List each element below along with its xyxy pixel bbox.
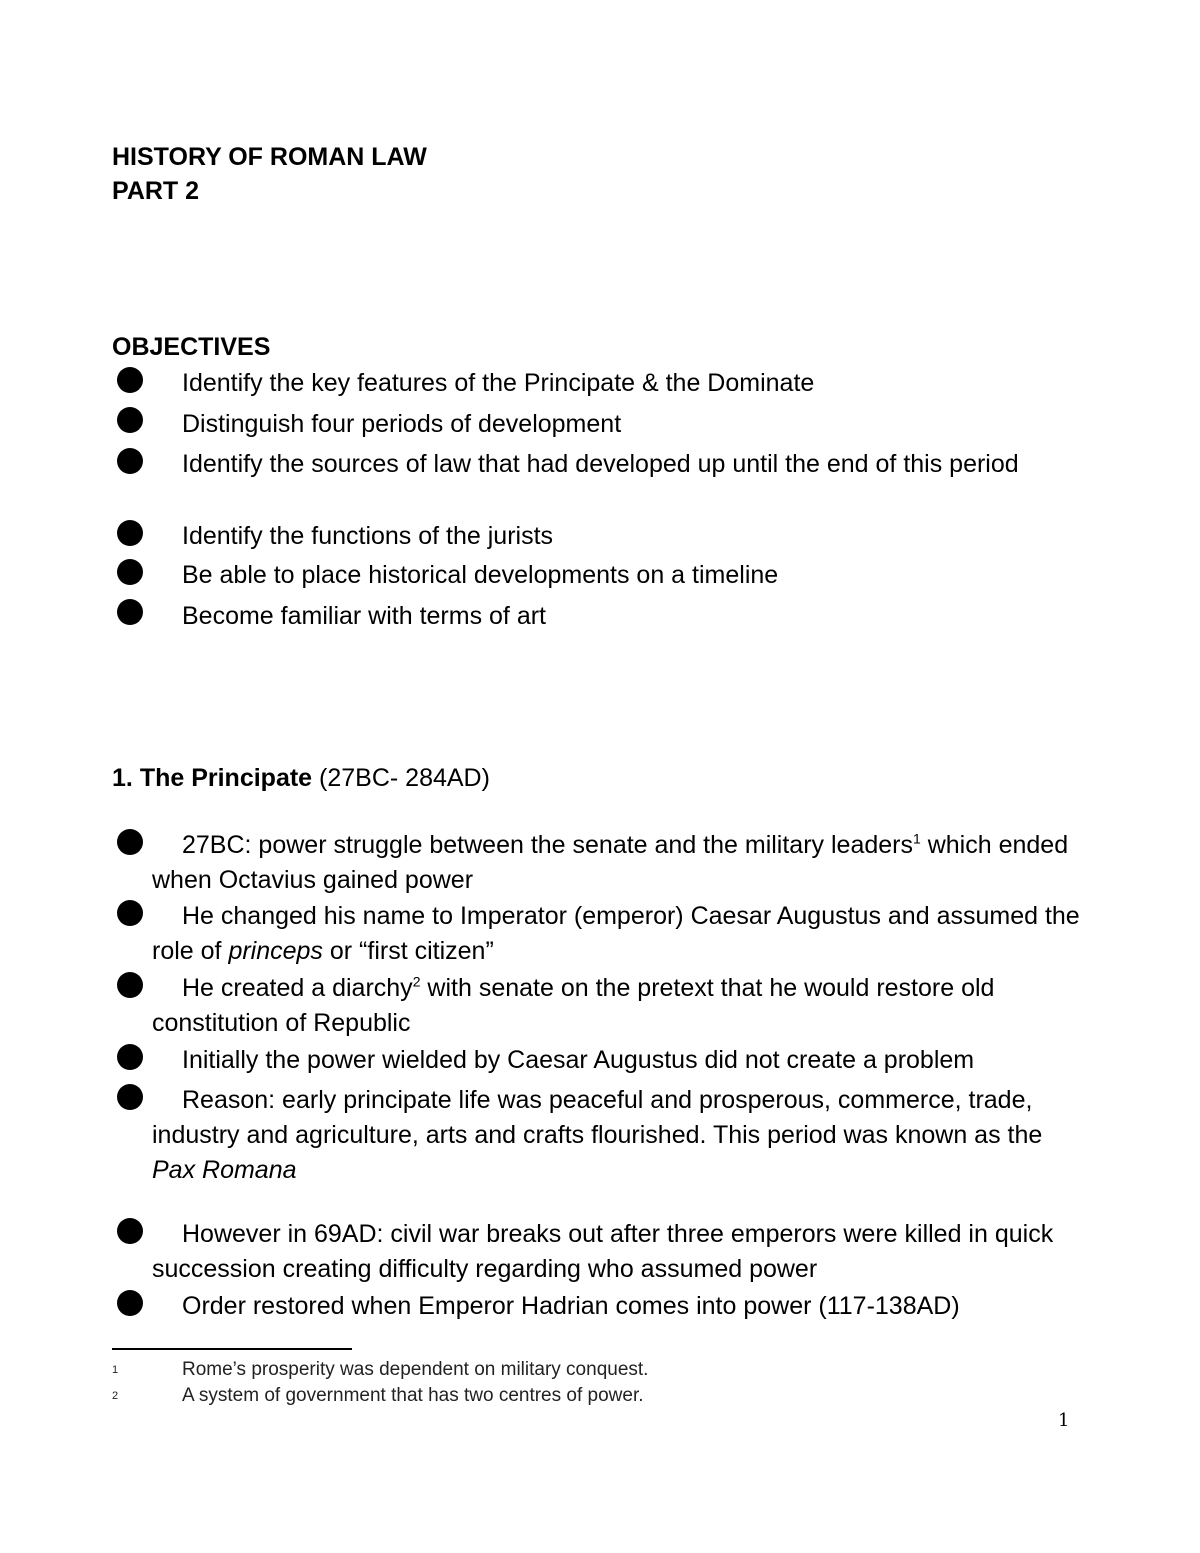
principate-item: He created a diarchy$^2$ with senate on the pretext that he would restore old constitution of Republic bbox=[152, 973, 995, 1037]
footnote-number: 2 bbox=[112, 1390, 119, 1402]
bullet-icon bbox=[117, 972, 143, 998]
principate-item: Initially the power wielded by Caesar Augustus did not create a problem bbox=[182, 1046, 975, 1074]
bullet-icon bbox=[117, 559, 143, 585]
section-heading bbox=[112, 763, 490, 793]
bullet-icon bbox=[117, 829, 143, 855]
document-subtitle: PART 2 bbox=[112, 177, 200, 205]
objective-item: Identify the functions of the jurists bbox=[182, 522, 554, 550]
principate-item: Reason: early principate life was peaceful and prosperous, commerce, trade, industry and agriculture, arts and crafts flourished. This period was known as the Pax Romana bbox=[152, 1086, 1043, 1184]
objective-item: Distinguish four periods of development bbox=[182, 410, 622, 438]
section-title: The Principate bbox=[139, 764, 313, 792]
principate-item: 27BC: power struggle between the senate and the military leaders$^1$ which ended when Octavius gained power bbox=[152, 830, 1069, 894]
bullet-icon bbox=[117, 1084, 143, 1110]
objectives-heading: OBJECTIVES bbox=[112, 333, 271, 361]
bullet-icon bbox=[117, 1044, 143, 1070]
section-dates: (27BC- 284AD) bbox=[319, 764, 490, 792]
bullet-icon bbox=[117, 599, 143, 625]
footnote-text: A system of government that has two centres of power. bbox=[182, 1385, 644, 1406]
footnote-separator bbox=[112, 1348, 352, 1350]
bullet-icon bbox=[117, 448, 143, 474]
section-number: 1. bbox=[112, 764, 133, 792]
objective-item: Be able to place historical developments on a timeline bbox=[182, 561, 779, 589]
footnote-ref: 1 bbox=[912, 830, 921, 847]
principate-item: He changed his name to Imperator (emperor) Caesar Augustus and assumed the role of princeps or “first citizen” bbox=[152, 902, 1080, 965]
bullet-icon bbox=[117, 900, 143, 926]
bullet-icon bbox=[117, 407, 143, 433]
footnote-text: Rome’s prosperity was dependent on military conquest. bbox=[182, 1359, 649, 1380]
principate-item: However in 69AD: civil war breaks out after three emperors were killed in quick succession creating difficulty regarding who assumed power bbox=[152, 1220, 1054, 1283]
bullet-icon bbox=[117, 1290, 143, 1316]
page-number: 1 bbox=[1058, 1410, 1070, 1431]
document-title: HISTORY OF ROMAN LAW bbox=[112, 143, 427, 171]
footnote-number: 1 bbox=[112, 1364, 119, 1376]
objective-item: Become familiar with terms of art bbox=[182, 602, 546, 630]
objective-item: Identify the key features of the Principate & the Dominate bbox=[182, 369, 815, 397]
footnote-ref: 2 bbox=[412, 973, 421, 990]
objective-item: Identify the sources of law that had developed up until the end of this period bbox=[182, 450, 1019, 478]
bullet-icon bbox=[117, 367, 143, 393]
bullet-icon bbox=[117, 1218, 143, 1244]
bullet-icon bbox=[117, 520, 143, 546]
principate-item: Order restored when Emperor Hadrian comes into power (117-138AD) bbox=[182, 1292, 960, 1320]
